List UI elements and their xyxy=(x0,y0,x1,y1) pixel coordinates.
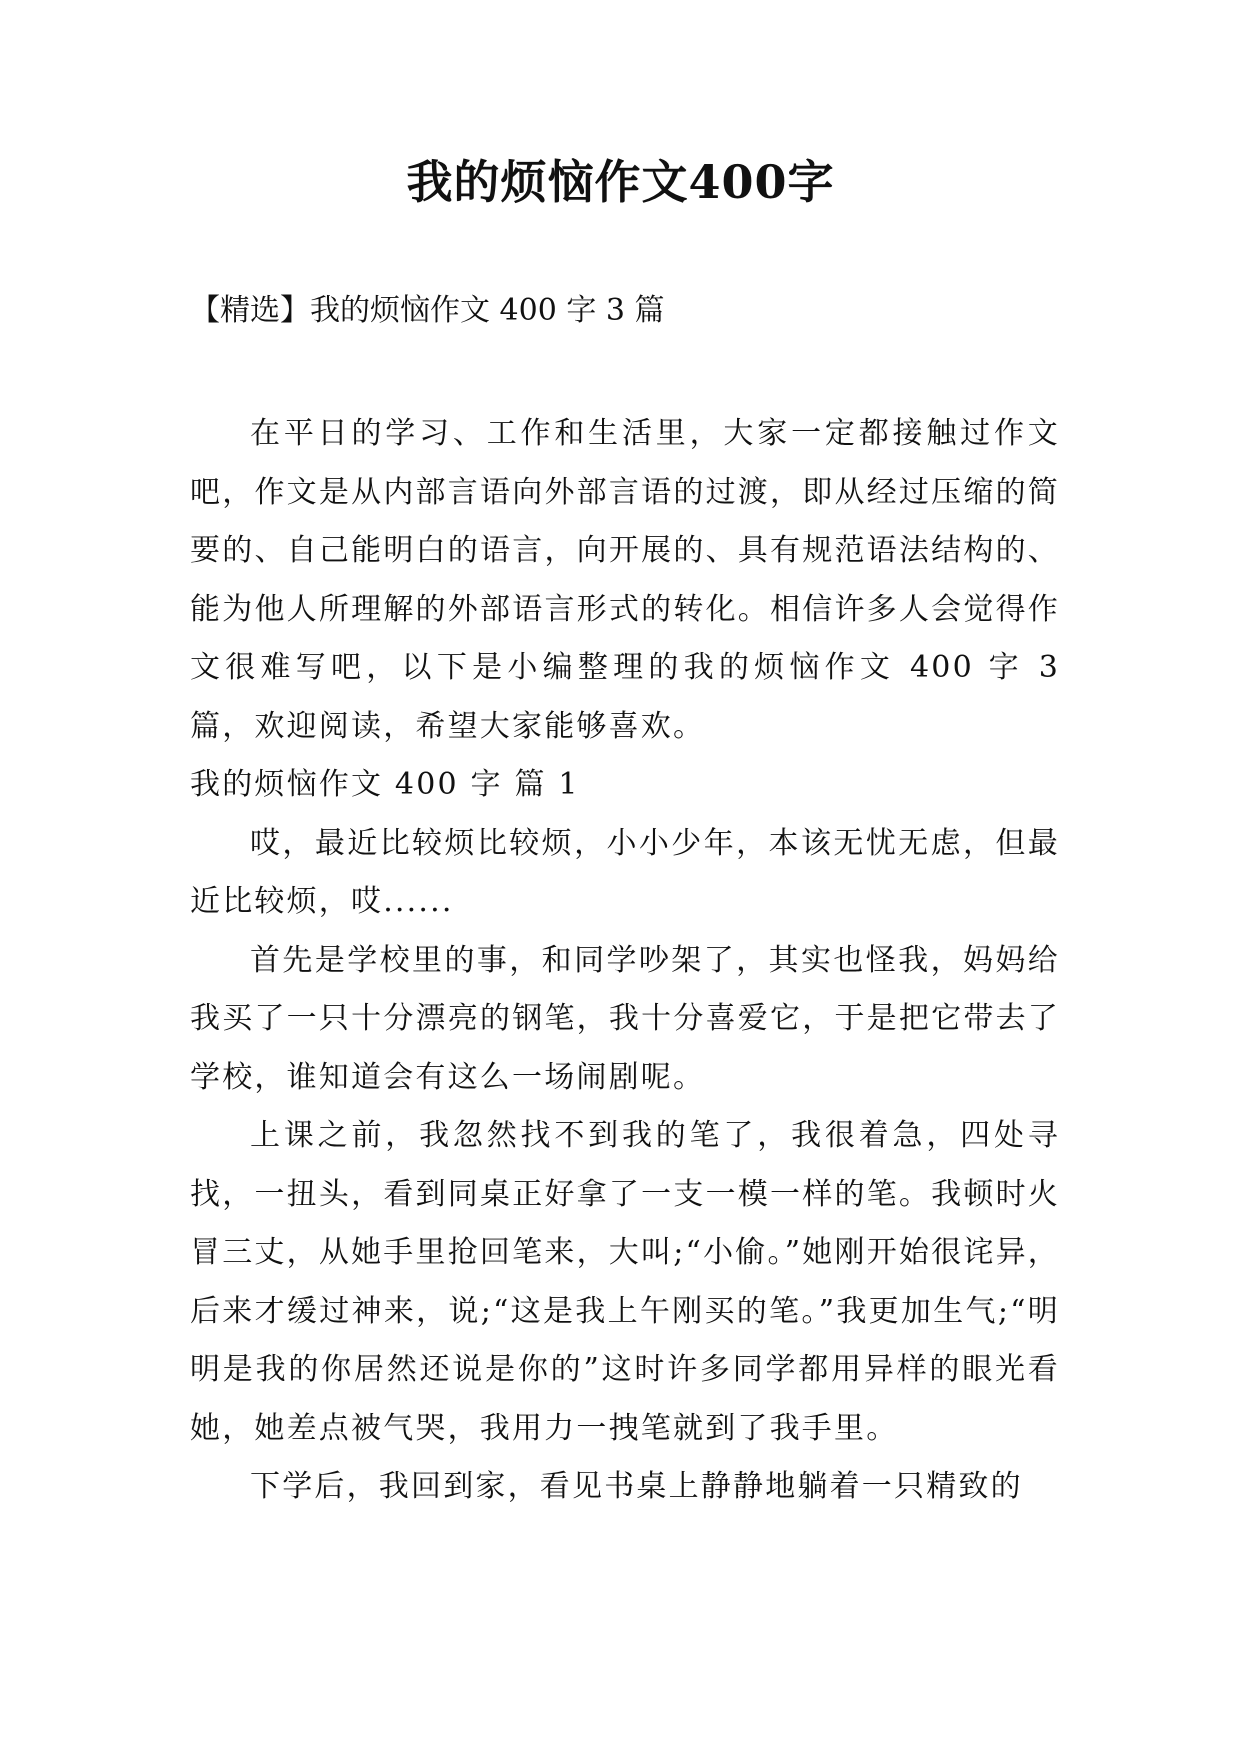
document-subtitle: 【精选】我的烦恼作文 400 字 3 篇 xyxy=(190,293,665,328)
document-body xyxy=(190,405,1060,1517)
section-heading: 我的烦恼作文 400 字 篇 1 xyxy=(190,767,580,802)
body-paragraph: 哎，最近比较烦比较烦，小小少年，本该无忧无虑，但最近比较烦，哎...... xyxy=(190,825,1060,919)
body-paragraph: 下学后，我回到家，看见书桌上静静地躺着一只精致的 xyxy=(250,1469,1023,1504)
intro-paragraph: 在平日的学习、工作和生活里，大家一定都接触过作文吧，作文是从内部言语向外部言语的过渡，即从经过压缩的简要的、自己能明白的语言，向开展的、具有规范语法结构的、能为他人所理解的外部语言形式的转化。相信许多人会觉得作文很难写吧，以下是小编整理的我的烦恼作文 400 字 3 篇，欢迎阅读，希望大家能够喜欢。 xyxy=(190,416,1060,744)
body-paragraph: 首先是学校里的事，和同学吵架了，其实也怪我，妈妈给我买了一只十分漂亮的钢笔，我十分喜爱它，于是把它带去了学校，谁知道会有这么一场闹剧呢。 xyxy=(190,942,1060,1095)
document-title: 我的烦恼作文400字 xyxy=(406,155,835,209)
body-paragraph: 上课之前，我忽然找不到我的笔了，我很着急，四处寻找，一扭头，看到同桌正好拿了一支一模一样的笔。我顿时火冒三丈，从她手里抢回笔来，大叫;“小偷。”她刚开始很诧异，后来才缓过神来，说;“这是我上午刚买的笔。”我更加生气;“明明是我的你居然还说是你的”这时许多同学都用异样的眼光看她，她差点被气哭，我用力一拽笔就到了我手里。 xyxy=(190,1118,1060,1446)
